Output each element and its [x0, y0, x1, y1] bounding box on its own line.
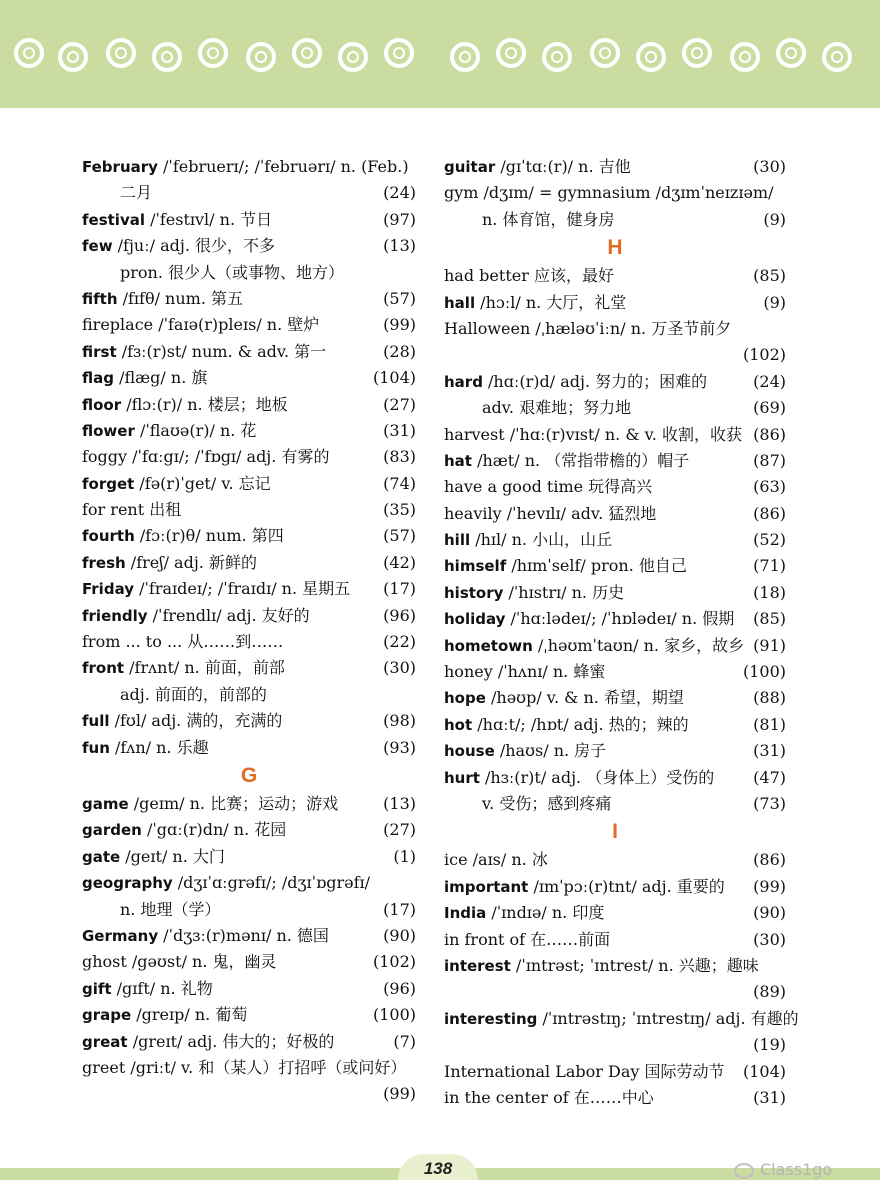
page-ref: (99) [383, 1084, 416, 1104]
definition: /ˈfebruerɪ/; /ˈfebruərɪ/ n. (Feb.) [157, 157, 409, 176]
page-ref: (17) [383, 899, 416, 919]
glossary-column-left [82, 154, 416, 1108]
headword: India [444, 904, 487, 923]
definition: /ˈɪntrəstɪŋ; ˈɪntrestɪŋ/ adj. 有趣的 [537, 1008, 799, 1028]
glossary-entry [444, 927, 786, 953]
page-ref: (99) [753, 876, 786, 896]
page-ref: (97) [383, 209, 416, 229]
definition: /gɪft/ n. 礼物 [111, 978, 213, 998]
headword: first [82, 342, 117, 361]
definition: /ˈhɪstrɪ/ n. 历史 [503, 582, 625, 602]
ring-decoration [496, 38, 526, 68]
glossary-entry [444, 290, 786, 316]
page-ref: (86) [753, 424, 786, 444]
glossary-entry [82, 339, 416, 365]
definition: /ˈfestɪvl/ n. 节日 [144, 209, 273, 229]
glossary-entry [82, 603, 416, 629]
page-ref: (30) [383, 658, 416, 678]
definition: /hɪmˈself/ pron. 他自己 [506, 556, 687, 576]
headword: full [82, 712, 110, 731]
glossary-entry [444, 369, 786, 395]
page-ref: (90) [753, 903, 786, 923]
headword: hope [444, 689, 486, 708]
page-ref: (1) [393, 846, 416, 866]
headword: hurt [444, 768, 480, 787]
headword: holiday [444, 610, 506, 629]
glossary-entry [82, 550, 416, 576]
headword: important [444, 877, 529, 896]
glossary-entry [444, 501, 786, 527]
page-ref: (93) [383, 737, 416, 757]
headword: house [444, 742, 495, 761]
definition: have a good time 玩得高兴 [444, 477, 653, 497]
page-ref: (102) [372, 952, 416, 972]
headword: February [82, 158, 158, 176]
definition: harvest /ˈhɑː(r)vɪst/ n. & v. 收割，收获 [444, 424, 742, 444]
page-ref: (88) [753, 688, 786, 708]
glossary-entry [82, 708, 416, 734]
page-ref: (81) [753, 714, 786, 734]
definition: /fʊl/ adj. 满的，充满的 [109, 711, 283, 731]
page-ref: (31) [753, 1087, 786, 1107]
definition: /ˈɪntrəst; ˈɪntrest/ n. 兴趣；趣味 [510, 955, 759, 975]
page-ref: (100) [742, 662, 786, 682]
glossary-entry [444, 474, 786, 500]
ring-decoration [730, 42, 760, 72]
page-ref: (90) [383, 925, 416, 945]
header-band [0, 0, 880, 108]
page-ref: (74) [383, 473, 416, 493]
glossary-entry [82, 576, 416, 602]
glossary-entry [82, 817, 416, 843]
ring-decoration [450, 42, 480, 72]
page-ref: (100) [372, 1005, 416, 1025]
page-ref: (13) [383, 236, 416, 256]
definition: International Labor Day 国际劳动节 [444, 1061, 725, 1081]
chat-bubble-icon [734, 1163, 754, 1179]
page-ref: (99) [383, 315, 416, 335]
glossary-entry [82, 260, 416, 286]
headword: hall [444, 293, 476, 312]
headword: interesting [444, 1009, 538, 1028]
definition: had better 应该，最好 [444, 266, 614, 286]
glossary-entry [444, 448, 786, 474]
headword: hometown [444, 636, 533, 655]
glossary-entry [444, 659, 786, 685]
definition-continuation: 二月 [120, 183, 153, 203]
glossary-entry [444, 953, 786, 979]
definition: ghost /gəʊst/ n. 鬼，幽灵 [82, 952, 277, 972]
headword: gift [82, 979, 112, 998]
glossary-entry [444, 738, 786, 764]
page-ref: (104) [372, 368, 416, 388]
definition: /flɔː(r)/ n. 楼层；地板 [121, 394, 288, 414]
definition: heavily /ˈhevɪlɪ/ adv. 猛烈地 [444, 503, 657, 523]
headword: festival [82, 210, 145, 229]
ring-decoration [590, 38, 620, 68]
headword: fun [82, 738, 110, 757]
page-ref: (96) [383, 978, 416, 998]
page-ref: (31) [753, 741, 786, 761]
section-letter: H [607, 236, 623, 260]
glossary-entry [82, 497, 416, 523]
headword: interest [444, 956, 511, 975]
page-ref: (91) [753, 635, 786, 655]
page-ref: (69) [753, 398, 786, 418]
headword: garden [82, 821, 142, 840]
definition: gym /dʒɪm/ = gymnasium /dʒɪmˈneɪzɪəm/ [444, 183, 774, 203]
definition: /geɪt/ n. 大门 [120, 846, 225, 866]
page-ref: (30) [753, 157, 786, 176]
definition: /hɑː(r)d/ adj. 努力的；困难的 [482, 371, 708, 391]
definition: /fjuː/ adj. 很少，不多 [112, 236, 276, 256]
glossary-entry [82, 1055, 416, 1081]
glossary-entry [444, 207, 786, 233]
ring-decoration [338, 42, 368, 72]
definition: /greɪp/ n. 葡萄 [131, 1005, 248, 1025]
definition: from ... to ... 从……到…… [82, 632, 284, 652]
watermark [734, 1160, 832, 1179]
ring-decoration [198, 38, 228, 68]
glossary-entry [444, 527, 786, 553]
definition: ice /aɪs/ n. 冰 [444, 850, 548, 870]
definition: /dʒɪˈɑːgrəfɪ/; /dʒɪˈɒgrəfɪ/ [172, 873, 371, 893]
glossary-entry [82, 923, 416, 949]
ring-decoration [246, 42, 276, 72]
definition-continuation: n. 地理（学） [120, 899, 221, 919]
ring-decoration [58, 42, 88, 72]
page-ref: (27) [383, 820, 416, 840]
page-ref: (52) [753, 530, 786, 550]
headword: flag [82, 369, 114, 388]
headword: game [82, 794, 129, 813]
glossary-entry [82, 791, 416, 817]
definition: /haʊs/ n. 房子 [494, 741, 607, 761]
headword: guitar [444, 158, 496, 176]
page-ref: (27) [383, 394, 416, 414]
glossary-entry [82, 976, 416, 1002]
definition-continuation: n. 体育馆，健身房 [482, 209, 615, 229]
definition: greet /griːt/ v. 和（某人）打招呼（或问好） [82, 1057, 407, 1077]
page-ref: (28) [383, 341, 416, 361]
glossary-entry [444, 316, 786, 342]
page-ref: (57) [383, 288, 416, 308]
glossary-entry [82, 655, 416, 681]
headword: great [82, 1032, 128, 1051]
glossary-entry [82, 870, 416, 896]
page-ref: (13) [383, 793, 416, 813]
page-ref: (86) [753, 850, 786, 870]
headword: gate [82, 847, 121, 866]
definition-continuation: adj. 前面的，前部的 [120, 684, 267, 704]
definition: /hɜː(r)t/ adj. （身体上）受伤的 [479, 767, 715, 787]
headword: friendly [82, 606, 148, 625]
glossary-entry [82, 444, 416, 470]
ring-decoration [292, 38, 322, 68]
definition: /hɪl/ n. 小山，山丘 [470, 530, 613, 550]
page-ref: (73) [753, 793, 786, 813]
page-ref: (85) [753, 266, 786, 286]
definition: for rent 出租 [82, 500, 182, 520]
glossary-entry [82, 897, 416, 923]
definition: /fɜː(r)st/ num. & adv. 第一 [116, 341, 327, 361]
definition: /geɪm/ n. 比赛；运动；游戏 [128, 793, 339, 813]
glossary-entry [444, 180, 786, 206]
page-ref: (102) [742, 345, 786, 365]
glossary-entry [444, 395, 786, 421]
glossary-entry [444, 606, 786, 632]
glossary-entry [444, 342, 786, 368]
page-ref: (85) [753, 609, 786, 629]
definition: /ˈdʒɜː(r)mənɪ/ n. 德国 [158, 925, 329, 945]
headword: Germany [82, 926, 159, 945]
glossary-entry [82, 735, 416, 761]
headword: fresh [82, 553, 126, 572]
page-ref: (89) [753, 982, 786, 1002]
glossary-entry [82, 471, 416, 497]
glossary-entry [444, 847, 786, 873]
definition: /ˈflaʊə(r)/ n. 花 [134, 420, 257, 440]
definition: /ˈɪndɪə/ n. 印度 [486, 903, 605, 923]
section-letter: I [612, 820, 618, 844]
ring-decoration [542, 42, 572, 72]
headword: history [444, 583, 504, 602]
headword: Friday [82, 580, 135, 599]
page-ref: (71) [753, 556, 786, 576]
definition: /ɪmˈpɔː(r)tnt/ adj. 重要的 [528, 876, 725, 896]
headword: himself [444, 557, 507, 576]
glossary-entry [444, 874, 786, 900]
page-ref: (35) [383, 500, 416, 520]
page-ref: (63) [753, 477, 786, 497]
headword: fourth [82, 527, 135, 546]
definition: /hɔːl/ n. 大厅，礼堂 [475, 292, 627, 312]
page-number: 138 [398, 1154, 478, 1180]
glossary-entry [444, 685, 786, 711]
definition: foggy /ˈfɑːgɪ/; /ˈfɒgɪ/ adj. 有雾的 [82, 447, 330, 467]
headword: front [82, 659, 125, 678]
glossary-entry [82, 629, 416, 655]
definition: /ˈfrendlɪ/ adj. 友好的 [147, 605, 310, 625]
page-ref: (47) [753, 767, 786, 787]
definition-continuation: adv. 艰难地；努力地 [482, 398, 632, 418]
definition: /fɪfθ/ num. 第五 [117, 288, 244, 308]
page-ref: (18) [753, 582, 786, 602]
glossary-entry [82, 949, 416, 975]
page-ref: (22) [383, 632, 416, 652]
glossary-entry [444, 633, 786, 659]
definition: /həʊp/ v. & n. 希望，期望 [485, 688, 684, 708]
page-ref: (9) [763, 209, 786, 229]
headword: hill [444, 531, 471, 550]
headword: hot [444, 715, 473, 734]
page-ref: (31) [383, 420, 416, 440]
definition: /ˌhəʊmˈtaʊn/ n. 家乡，故乡 [532, 635, 745, 655]
glossary-entry [444, 979, 786, 1005]
glossary-entry [444, 154, 786, 180]
headword: geography [82, 874, 173, 893]
glossary-entry [82, 154, 416, 180]
ring-decoration [682, 38, 712, 68]
ring-decoration [384, 38, 414, 68]
page-ref: (7) [393, 1031, 416, 1051]
section-letter: G [240, 763, 258, 787]
definition: in the center of 在……中心 [444, 1087, 654, 1107]
headword: grape [82, 1006, 132, 1025]
definition: /fə(r)ˈget/ v. 忘记 [134, 473, 271, 493]
ring-decoration [776, 38, 806, 68]
glossary-entry [82, 523, 416, 549]
definition: /freʃ/ adj. 新鲜的 [125, 552, 257, 572]
glossary-entry [82, 844, 416, 870]
page-ref: (96) [383, 605, 416, 625]
definition: /fʌn/ n. 乐趣 [109, 737, 209, 757]
page-ref: (30) [753, 929, 786, 949]
glossary-entry [444, 422, 786, 448]
definition: /hɑːt/; /hɒt/ adj. 热的；辣的 [472, 714, 689, 734]
definition: /frʌnt/ n. 前面，前部 [124, 658, 285, 678]
page-ref: (86) [753, 503, 786, 523]
definition: in front of 在……前面 [444, 929, 611, 949]
page-ref: (17) [383, 579, 416, 599]
definition-continuation: pron. 很少人（或事物、地方） [120, 262, 345, 282]
glossary-entry [82, 365, 416, 391]
definition: honey /ˈhʌnɪ/ n. 蜂蜜 [444, 662, 606, 682]
page-ref: (24) [383, 183, 416, 203]
glossary-entry [82, 1029, 416, 1055]
headword: hard [444, 372, 483, 391]
definition: /ˈfraɪdeɪ/; /ˈfraɪdɪ/ n. 星期五 [134, 579, 351, 599]
definition: /ˈgɑː(r)dn/ n. 花园 [141, 820, 287, 840]
glossary-entry [82, 418, 416, 444]
definition: /gɪˈtɑː(r)/ n. 吉他 [495, 157, 631, 176]
ring-decoration [14, 38, 44, 68]
glossary-entry [444, 765, 786, 791]
glossary-entry [82, 207, 416, 233]
glossary-entry [82, 312, 416, 338]
definition: /ˈhɑːlədeɪ/; /ˈhɒlədeɪ/ n. 假期 [505, 609, 735, 629]
glossary-entry [82, 1002, 416, 1028]
page-ref: (98) [383, 711, 416, 731]
page-ref: (83) [383, 447, 416, 467]
definition: /flæg/ n. 旗 [113, 368, 208, 388]
glossary-entry [444, 791, 786, 817]
definition: Halloween /ˌhæləʊˈiːn/ n. 万圣节前夕 [444, 318, 732, 338]
headword: hat [444, 451, 472, 470]
glossary-entry [82, 1081, 416, 1107]
glossary-entry [444, 263, 786, 289]
page-ref: (24) [753, 371, 786, 391]
glossary-entry [444, 1032, 786, 1058]
headword: forget [82, 474, 135, 493]
ring-decoration [152, 42, 182, 72]
ring-decoration [106, 38, 136, 68]
glossary-column-right [444, 154, 799, 1111]
definition-continuation: v. 受伤；感到疼痛 [482, 793, 612, 813]
ring-decoration [822, 42, 852, 72]
spiral-rings [0, 38, 880, 78]
ring-decoration [636, 42, 666, 72]
watermark-text: Class1go [760, 1160, 833, 1179]
definition: fireplace /ˈfaɪə(r)pleɪs/ n. 壁炉 [82, 315, 320, 335]
glossary-entry [444, 1059, 786, 1085]
definition: /greɪt/ adj. 伟大的；好极的 [127, 1031, 335, 1051]
glossary-entry [444, 553, 786, 579]
page-ref: (9) [763, 292, 786, 312]
page-ref: (42) [383, 552, 416, 572]
definition: /fɔː(r)θ/ num. 第四 [134, 526, 284, 546]
page-ref: (87) [753, 450, 786, 470]
headword: fifth [82, 289, 118, 308]
glossary-entry [444, 1085, 786, 1111]
headword: floor [82, 395, 122, 414]
glossary-entry [82, 180, 416, 206]
glossary-entry [82, 233, 416, 259]
page-ref: (19) [753, 1035, 786, 1055]
glossary-entry [444, 900, 786, 926]
glossary-entry [444, 1006, 799, 1032]
glossary-entry [444, 712, 786, 738]
page-ref: (104) [742, 1061, 786, 1081]
glossary-entry [82, 286, 416, 312]
page-ref: (57) [383, 526, 416, 546]
headword: few [82, 237, 113, 256]
glossary-entry [82, 392, 416, 418]
definition: /hæt/ n. （常指带檐的）帽子 [471, 450, 690, 470]
headword: flower [82, 421, 135, 440]
glossary-entry [444, 580, 786, 606]
glossary-entry [82, 682, 416, 708]
